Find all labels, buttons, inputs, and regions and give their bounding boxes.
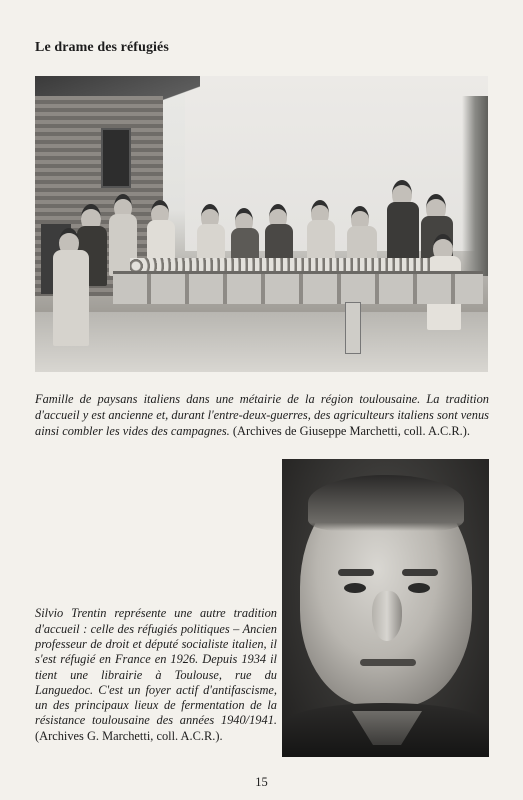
photo-caption — [35, 392, 489, 439]
portrait-caption — [35, 606, 277, 744]
photo-ground — [35, 312, 488, 372]
portrait-eye — [408, 583, 430, 593]
caption-credit: (Archives G. Marchetti, coll. A.C.R.). — [35, 728, 223, 743]
portrait-brow — [402, 569, 438, 576]
portrait-eye — [344, 583, 366, 593]
caption-text: Famille de paysans italiens dans une métairie de la région toulousaine. La tradition d'accueil y est ancienne et, durant l'entre-deux-guerres, des agriculteurs italiens sont venus ainsi combler les vides des campagnes. — [35, 392, 489, 438]
portrait-photo — [282, 459, 489, 757]
photo-tree — [462, 96, 488, 276]
portrait-mouth — [360, 659, 416, 666]
page-number: 15 — [255, 775, 268, 789]
caption-credit: (Archives de Giuseppe Marchetti, coll. A.C.R.). — [232, 423, 470, 438]
section-title: Le drame des réfugiés — [35, 40, 169, 55]
portrait-brow — [338, 569, 374, 576]
farm-family-photo — [35, 76, 488, 372]
photo-table-leg — [345, 302, 361, 354]
portrait-hair — [308, 475, 464, 531]
photo-window — [101, 128, 131, 188]
caption-text: Silvio Trentin représente une autre tradition d'accueil : celle des réfugiés politiques – Ancien professeur de droit et député socialiste italien, il s'est réfugié en France en 1926. Depuis 1934 il tient une librairie à Toulouse, rue du Languedoc. C'est un foyer actif d'antifascisme, un des principaux lieux de fermentation de la résistance toulousaine des années 1940/1941. — [35, 606, 277, 728]
portrait-nose — [372, 591, 402, 641]
photo-table — [113, 271, 483, 304]
